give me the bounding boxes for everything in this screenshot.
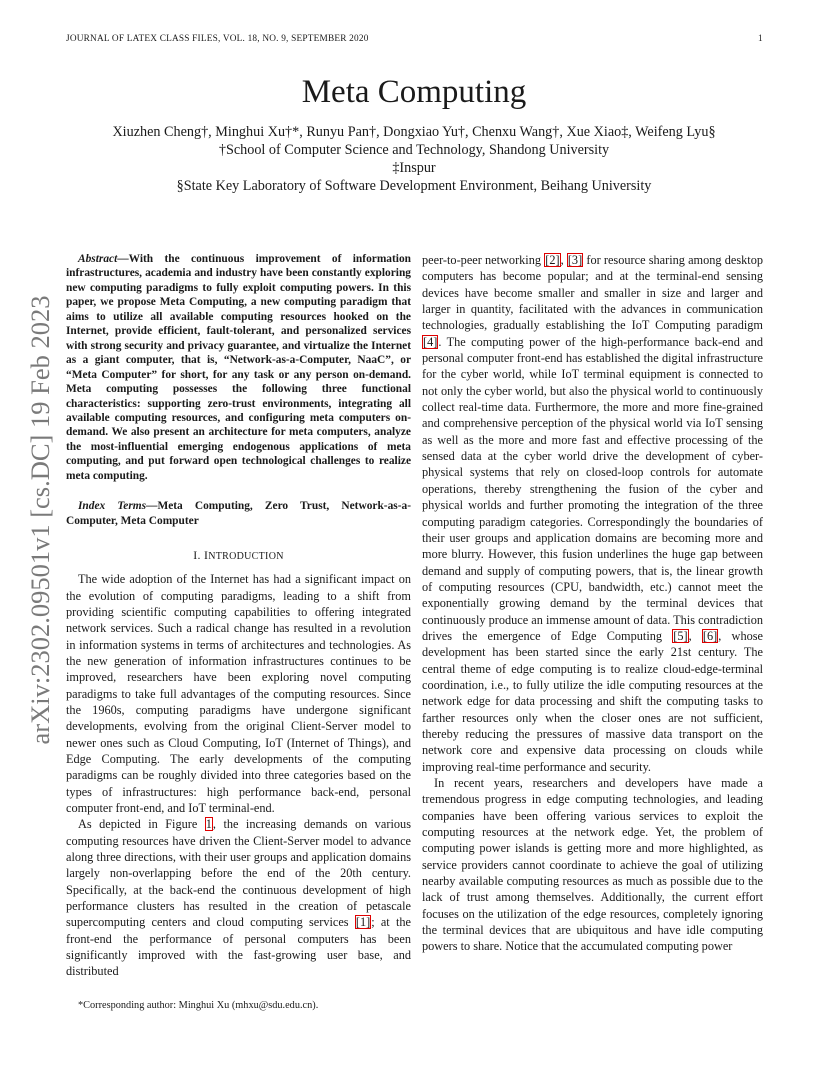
section-rest: NTRODUCTION <box>208 551 284 563</box>
index-terms <box>66 499 411 528</box>
citation-link[interactable]: [5] <box>673 628 688 643</box>
abstract-lead: Abstract <box>78 253 118 265</box>
text-span: As depicted in Figure <box>78 817 205 832</box>
arxiv-identifier: arXiv:2302.09501v1 [cs.DC] 19 Feb 2023 <box>25 295 55 745</box>
text-span: ; at the front-end the performance of personal computers has been significantly improved with the fast-growing user base, and distributed <box>66 915 412 979</box>
text-span: . The computing power of the high-performance back-end and personal computer front-end has established the digital infrastructure for the cyber world, while IoT terminal equipment is connected to not only the cyber world, but also the physical world to continuously collect real-time data. Furthermore, the more and more fine-grained and comprehensive perception of the physical world via IoT sensing as well as the more and more fast and effective processing of the sensed data at the cyber world drive the development of cyber-physical systems that rely on closed-loop controls for automate operations, thereby strengthening the fusion of the cyber and physical worlds and further promoting the integration of the three computing paradigm categories. Correspondingly the boundaries of their user groups and application domains are becoming more and more blurry. However, this fusion underlines the huge gap between demand and supply of computing powers, that is, the linear growth of computing resources (CPU, bandwidth, etc.) cannot meet the exponentially growing demand by the terminal devices that continuously produce an immense amount of data. This contradiction drives the emergence of Edge Computing <box>422 334 763 643</box>
index-terms-text: —Meta Computing, Zero Trust, Network-as-a-Computer, Meta Computer <box>66 500 411 527</box>
text-span: , whose development has been started since the early 21st century. The central theme of edge computing is to realize cloud-edge-terminal coordination, i.e., to fully utilize the idle computing resources at the network edge for data processing and shift the computing tasks to farther resources only when the closer ones are not sufficient, thereby reducing the pressures of massive data transport on the network core and expensive data processing on clouds while improving real-time performance and security. <box>422 628 763 774</box>
affiliation-3: §State Key Laboratory of Software Development Environment, Beihang University <box>176 178 652 194</box>
abstract-text: —With the continuous improvement of information infrastructures, academia and industry have been constantly exploring new computing paradigms to fully exploit computing powers. In this paper, we propose Meta Computing, a new computing paradigm that aims to utilize all available computing resources hooked on the Internet, provide efficient, fault-tolerant, and personalized services with strong security and privacy guarantee, and virtualize the Internet as a giant computer, that is, “Network-as-a-Computer, NaaC”, or “Meta Computer” for short, for any task or any person on-demand. Meta computing possesses the following three functional characteristics: supporting zero-trust environments, integrating all available computing resources, and configuring meta computers on-demand. We also present an architecture for meta computers, analyze the most-influential emerging endogenous applications of meta computing, and put forward open technological challenges to realize meta computing. <box>66 253 411 482</box>
citation-link[interactable]: [6] <box>702 628 718 643</box>
text-span: , the increasing demands on various computing resources have driven the Client-Server model to advance along three directions, with their user groups and application domains largely non-overlapping before the end of the 20th century. Specifically, at the back-end the continuous development of high performance clusters has resulted in the creation of petascale supercomputing centers and cloud computing services <box>66 817 411 930</box>
section-numeral: I. <box>193 548 204 563</box>
citation-link[interactable]: [1] <box>355 915 371 930</box>
section-heading-introduction <box>66 548 411 563</box>
footnote: *Corresponding author: Minghui Xu (mhxu@sdu.edu.cn). <box>78 1000 319 1011</box>
running-head: JOURNAL OF LATEX CLASS FILES, VOL. 18, NO. 9, SEPTEMBER 2020 <box>66 34 369 44</box>
affiliation-1: †School of Computer Science and Technology, Shandong University <box>218 142 610 158</box>
figure-link[interactable]: 1 <box>205 817 212 832</box>
intro-paragraph-3: In recent years, researchers and developers have made a tremendous progress in edge computing technologies, and leading companies have been offering various services to exploit the computing resources at the network edge. Yet, the problem of computing power islands is getting more and more highlighted, as service providers cannot coordinate to achieve the goal of utilizing nearby available computing resources as much as possible due to the lack of trust among themselves. Additionally, the current effort focuses on the utilization of the edge resources, completely ignoring the terminal devices that are ubiquitous and have idle computing powers to share. Notice that the accumulated computing power <box>422 776 763 954</box>
author-block <box>0 123 828 195</box>
affiliation-2: ‡Inspur <box>392 160 436 176</box>
text-span: , <box>560 253 567 267</box>
section-first-letter: I <box>203 548 209 563</box>
text-span: peer-to-peer networking <box>422 253 545 267</box>
arxiv-sidebar <box>20 280 60 760</box>
citation-link[interactable]: [2] <box>545 253 560 267</box>
left-column <box>66 252 411 980</box>
citation-link[interactable]: [3] <box>567 253 583 267</box>
paper-title: Meta Computing <box>301 74 527 110</box>
intro-paragraph-2-cont <box>422 252 763 775</box>
intro-paragraph-1: The wide adoption of the Internet has had a significant impact on the evolution of computing paradigms, leading to a shift from providing scientific computing capabilities to offering integrated network services. Such a radical change has resulted in a revolution in information systems in terms of architectures and technologies. As the new generation of information infrastructures continues to be improved, researchers have been exploring novel computing paradigms to take full advantages of the computing resources. Since the 1960s, computing paradigms have undergone significant developments, evolving from the original Client-Server model to newer ones such as Cloud Computing, IoT (Internet of Things), and Edge Computing. The early developments of the computing paradigms can be roughly divided into three categories based on the types of infrastructures: high performance back-end, personal computer front-end, and IoT terminal-end. <box>66 572 411 815</box>
text-span: for resource sharing among desktop computers has become popular; and at the terminal-end sensing devices have become smaller and smaller in size and larger and larger in quantity, facilitated with the advances in communication technologies, gradually establishing the IoT Computing paradigm <box>422 253 764 333</box>
citation-link[interactable]: [4] <box>423 334 438 349</box>
intro-paragraph-2 <box>66 816 411 979</box>
authors-line: Xiuzhen Cheng†, Minghui Xu†*, Runyu Pan†, Dongxiao Yu†, Chenxu Wang†, Xue Xiao‡, Weifeng Lyu§ <box>112 124 716 140</box>
abstract <box>66 252 411 483</box>
index-terms-lead: Index Terms <box>78 500 147 513</box>
text-span: , <box>688 628 702 643</box>
right-column <box>422 252 763 955</box>
page-number: 1 <box>758 34 763 44</box>
